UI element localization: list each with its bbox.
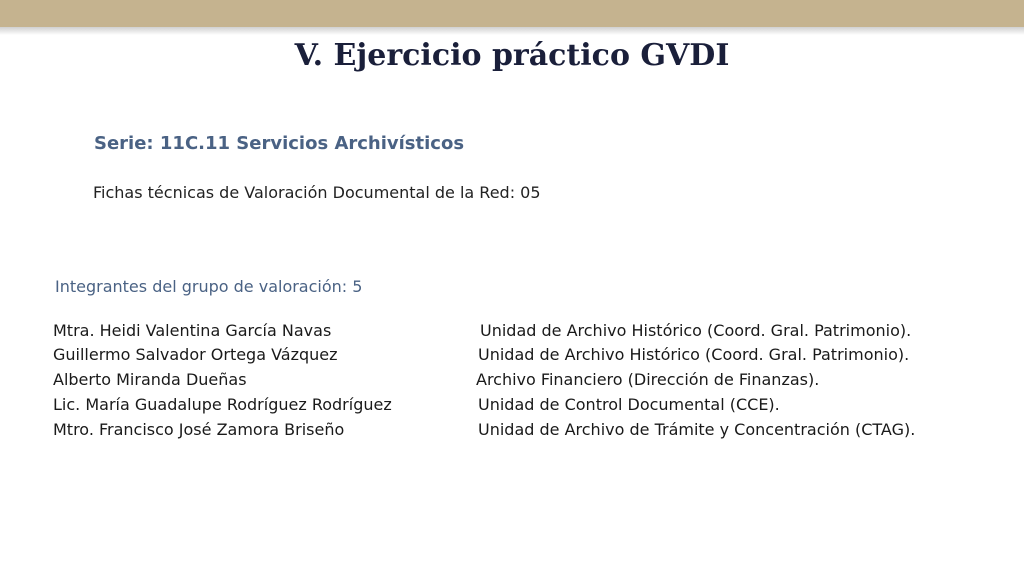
band-shadow [0,27,1024,35]
member-name-5: Mtro. Francisco José Zamora Briseño [53,420,345,439]
member-unit-5: Unidad de Archivo de Trámite y Concentración (CTAG). [478,420,916,439]
integrantes-heading: Integrantes del grupo de valoración: 5 [55,277,363,296]
top-decorative-band [0,0,1024,27]
member-name-3: Alberto Miranda Dueñas [53,370,247,389]
member-unit-4: Unidad de Control Documental (CCE). [478,395,780,414]
serie-heading: Serie: 11C.11 Servicios Archivísticos [94,133,465,154]
member-unit-2: Unidad de Archivo Histórico (Coord. Gral. Patrimonio). [478,345,910,364]
slide-title: V. Ejercicio práctico GVDI [294,38,730,73]
member-name-1: Mtra. Heidi Valentina García Navas [53,321,332,340]
member-unit-3: Archivo Financiero (Dirección de Finanzas). [476,370,820,389]
member-name-4: Lic. María Guadalupe Rodríguez Rodríguez [53,395,392,414]
member-name-2: Guillermo Salvador Ortega Vázquez [53,345,338,364]
member-unit-1: Unidad de Archivo Histórico (Coord. Gral. Patrimonio). [480,321,912,340]
fichas-tecnicas-text: Fichas técnicas de Valoración Documental de la Red: 05 [93,183,541,202]
